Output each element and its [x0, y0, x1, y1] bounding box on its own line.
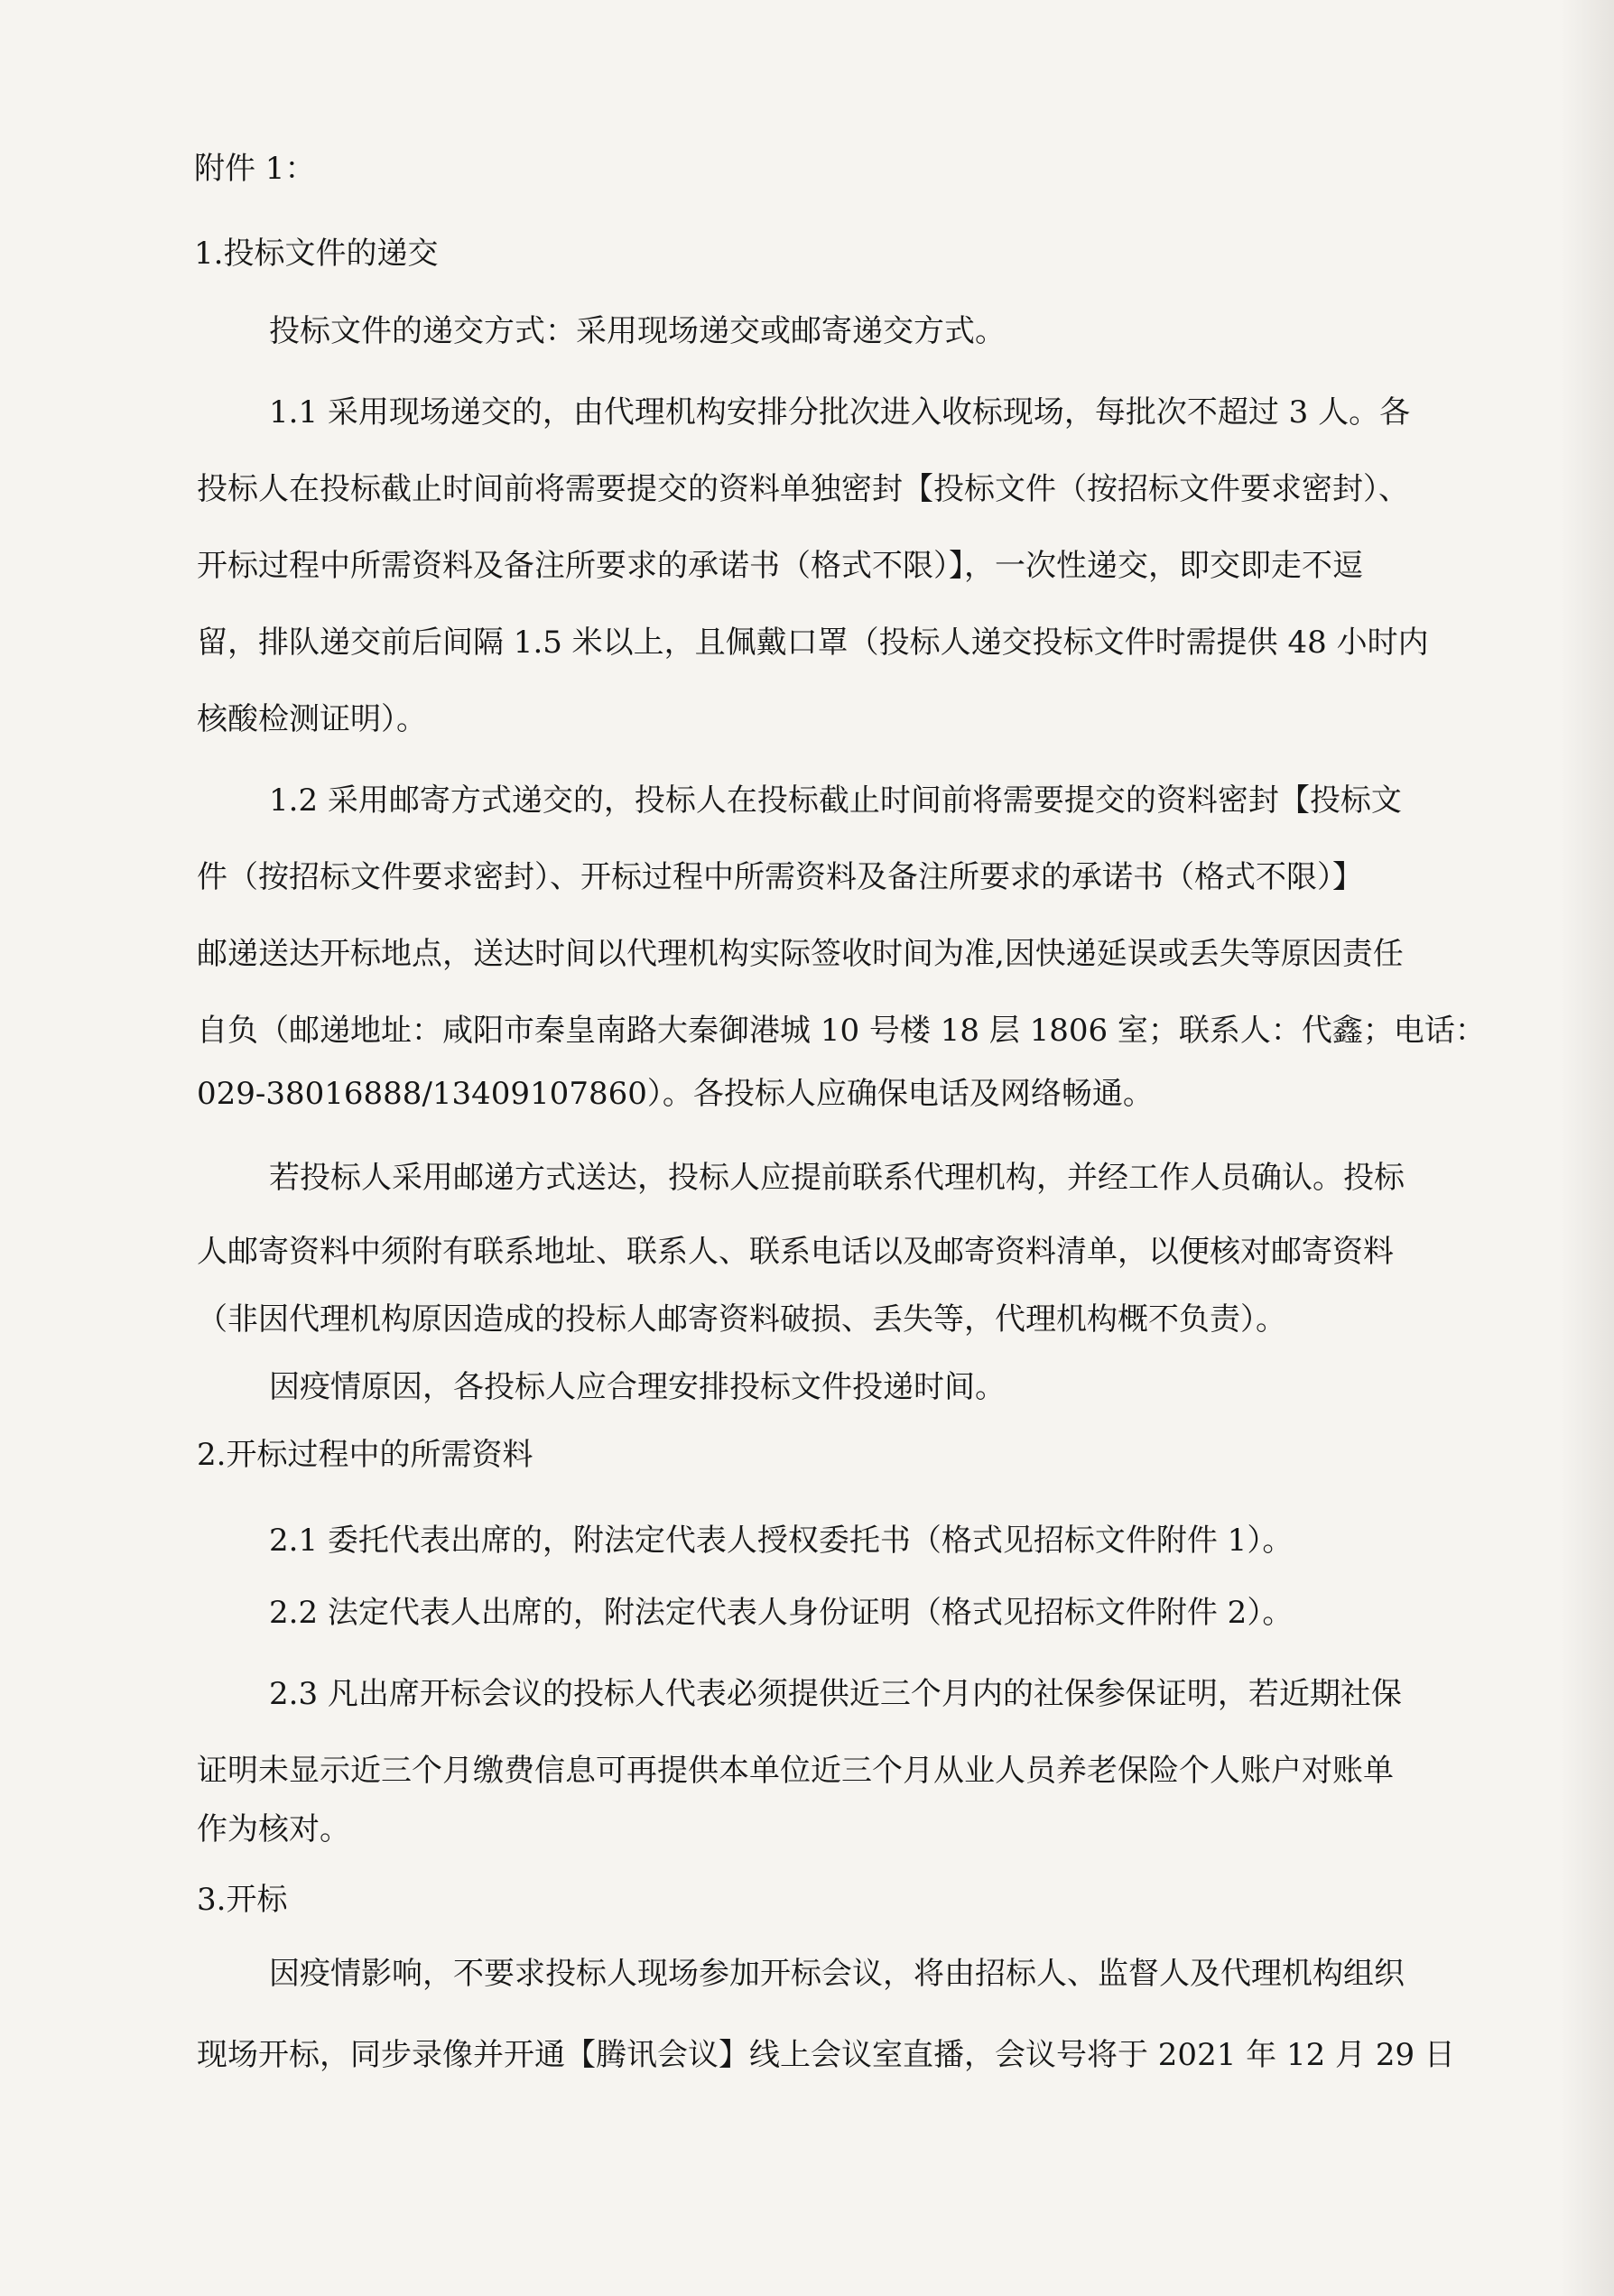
paragraph-line: 1.2 采用邮寄方式递交的，投标人在投标截止时间前将需要提交的资料密封【投标文 — [269, 782, 1402, 819]
paragraph-line: 因疫情影响，不要求投标人现场参加开标会议，将由招标人、监督人及代理机构组织 — [269, 1956, 1405, 1992]
paragraph-line: 投标人在投标截止时间前将需要提交的资料单独密封【投标文件（按招标文件要求密封）、 — [197, 471, 1409, 507]
paragraph-line: 2.3 凡出席开标会议的投标人代表必须提供近三个月内的社保参保证明，若近期社保 — [269, 1676, 1402, 1712]
paragraph-line: 件（按招标文件要求密封）、开标过程中所需资料及备注所要求的承诺书（格式不限）】 — [197, 859, 1363, 895]
section-3-heading: 3.开标 — [197, 1882, 288, 1918]
paragraph-line: 邮递送达开标地点，送达时间以代理机构实际签收时间为准,因快递延误或丢失等原因责任 — [197, 936, 1404, 972]
paragraph-line: 因疫情原因，各投标人应合理安排投标文件投递时间。 — [269, 1369, 1006, 1405]
paragraph-line: 留，排队递交前后间隔 1.5 米以上，且佩戴口罩（投标人递交投标文件时需提供 48 小时内 — [197, 625, 1429, 661]
paragraph-line: 1.1 采用现场递交的，由代理机构安排分批次进入收标现场，每批次不超过 3 人。各 — [269, 394, 1411, 430]
paragraph-line: 投标文件的递交方式：采用现场递交或邮寄递交方式。 — [269, 313, 1006, 349]
section-1-heading: 1.投标文件的递交 — [194, 236, 439, 272]
paragraph-line: 2.2 法定代表人出席的，附法定代表人身份证明（格式见招标文件附件 2）。 — [269, 1595, 1294, 1631]
scan-shadow — [1560, 0, 1614, 2296]
paragraph-line: 现场开标，同步录像并开通【腾讯会议】线上会议室直播，会议号将于 2021 年 12 月 29 日 — [197, 2037, 1455, 2073]
paragraph-line: 若投标人采用邮递方式送达，投标人应提前联系代理机构，并经工作人员确认。投标 — [269, 1160, 1405, 1196]
paragraph-line: 2.1 委托代表出席的，附法定代表人授权委托书（格式见招标文件附件 1）。 — [269, 1523, 1294, 1559]
paragraph-line: 证明未显示近三个月缴费信息可再提供本单位近三个月从业人员养老保险个人账户对账单 — [197, 1753, 1394, 1789]
paragraph-line: 自负（邮递地址：咸阳市秦皇南路大秦御港城 10 号楼 18 层 1806 室；联系人：代鑫；电话： — [197, 1013, 1486, 1049]
section-2-heading: 2.开标过程中的所需资料 — [197, 1437, 533, 1473]
paragraph-line: 核酸检测证明）。 — [197, 701, 427, 737]
paragraph-line: 人邮寄资料中须附有联系地址、联系人、联系电话以及邮寄资料清单，以便核对邮寄资料 — [197, 1234, 1394, 1270]
attachment-label: 附件 1： — [194, 151, 316, 187]
paragraph-line: 开标过程中所需资料及备注所要求的承诺书（格式不限）】，一次性递交，即交即走不逗 — [197, 548, 1363, 584]
paragraph-line: 作为核对。 — [197, 1811, 350, 1847]
paragraph-line: （非因代理机构原因造成的投标人邮寄资料破损、丢失等，代理机构概不负责）。 — [197, 1301, 1286, 1338]
paragraph-line: 029-38016888/13409107860）。各投标人应确保电话及网络畅通。 — [197, 1076, 1154, 1112]
